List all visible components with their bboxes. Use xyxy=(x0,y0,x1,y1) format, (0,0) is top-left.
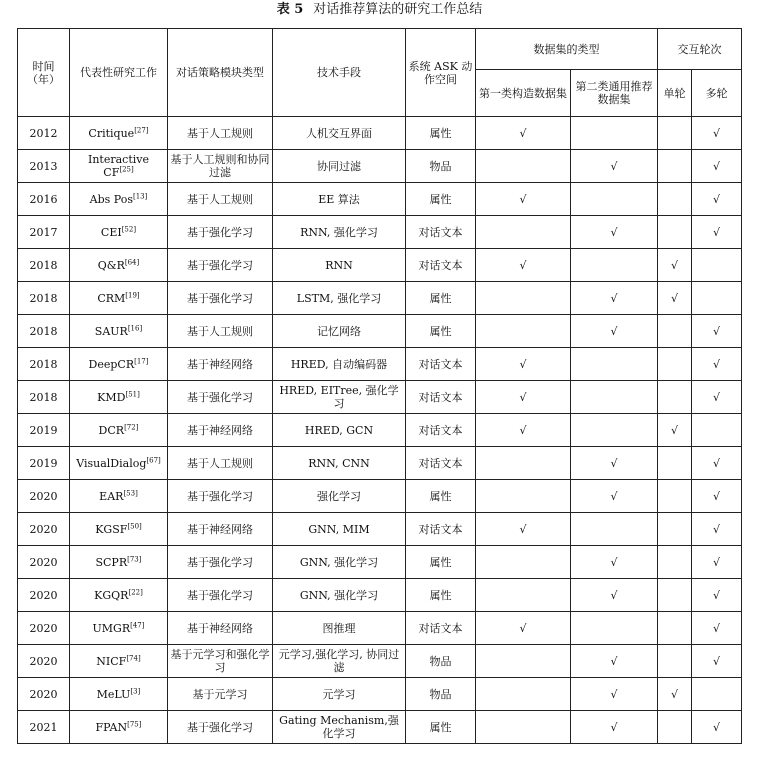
work-name: FPAN xyxy=(95,720,128,734)
cell-year: 2012 xyxy=(18,117,70,150)
cell-single xyxy=(658,711,692,744)
work-name: MeLU xyxy=(96,687,131,701)
cell-single xyxy=(658,381,692,414)
cell-single xyxy=(658,414,692,447)
work-ref: [52] xyxy=(121,224,137,233)
cell-year: 2020 xyxy=(18,612,70,645)
cell-tech: 强化学习 xyxy=(273,480,406,513)
work-ref: [25] xyxy=(119,165,134,174)
check-mark: √ xyxy=(712,159,720,173)
cell-dataset-2 xyxy=(571,249,658,282)
cell-module: 基于强化学习 xyxy=(168,546,273,579)
cell-ask: 属性 xyxy=(406,579,476,612)
table-row xyxy=(18,216,742,249)
cell-work xyxy=(70,249,168,282)
header-year: 时间（年） xyxy=(18,29,70,117)
cell-ask: 物品 xyxy=(406,150,476,183)
check-mark: √ xyxy=(610,456,618,470)
table-row xyxy=(18,678,742,711)
work-ref: [53] xyxy=(123,488,138,497)
cell-year: 2021 xyxy=(18,711,70,744)
table-row xyxy=(18,183,742,216)
cell-module: 基于元学习和强化学习 xyxy=(168,645,273,678)
cell-dataset-1 xyxy=(476,546,571,579)
cell-ask: 对话文本 xyxy=(406,414,476,447)
cell-dataset-1 xyxy=(476,183,571,216)
cell-year: 2020 xyxy=(18,645,70,678)
cell-single xyxy=(658,645,692,678)
cell-module: 基于神经网络 xyxy=(168,612,273,645)
header-multi: 多轮 xyxy=(692,70,742,117)
table-row xyxy=(18,348,742,381)
cell-module: 基于强化学习 xyxy=(168,579,273,612)
cell-work xyxy=(70,480,168,513)
cell-ask: 属性 xyxy=(406,480,476,513)
work-name: DeepCR xyxy=(88,357,135,371)
cell-single xyxy=(658,315,692,348)
cell-tech: EE 算法 xyxy=(273,183,406,216)
check-mark: √ xyxy=(670,291,678,305)
cell-dataset-1 xyxy=(476,645,571,678)
work-name: SCPR xyxy=(95,555,128,569)
cell-year: 2019 xyxy=(18,414,70,447)
check-mark: √ xyxy=(610,324,618,338)
cell-tech: 元学习 xyxy=(273,678,406,711)
cell-module: 基于强化学习 xyxy=(168,249,273,282)
cell-module: 基于神经网络 xyxy=(168,414,273,447)
cell-dataset-2 xyxy=(571,183,658,216)
cell-multi xyxy=(692,348,742,381)
cell-multi xyxy=(692,216,742,249)
check-mark: √ xyxy=(670,423,678,437)
check-mark: √ xyxy=(712,456,720,470)
check-mark: √ xyxy=(670,687,678,701)
check-mark: √ xyxy=(712,654,720,668)
cell-work xyxy=(70,678,168,711)
cell-tech: RNN, CNN xyxy=(273,447,406,480)
summary-table xyxy=(17,28,742,744)
cell-dataset-2 xyxy=(571,678,658,711)
check-mark: √ xyxy=(712,390,720,404)
cell-work xyxy=(70,216,168,249)
cell-multi xyxy=(692,315,742,348)
work-name: KMD xyxy=(97,390,126,404)
check-mark: √ xyxy=(610,687,618,701)
cell-work xyxy=(70,612,168,645)
cell-single xyxy=(658,513,692,546)
cell-dataset-2 xyxy=(571,348,658,381)
cell-multi xyxy=(692,282,742,315)
cell-year: 2020 xyxy=(18,513,70,546)
cell-year: 2013 xyxy=(18,150,70,183)
table-row xyxy=(18,447,742,480)
check-mark: √ xyxy=(670,258,678,272)
table-row xyxy=(18,513,742,546)
table-body xyxy=(18,117,742,744)
cell-single xyxy=(658,117,692,150)
check-mark: √ xyxy=(519,390,527,404)
cell-ask: 对话文本 xyxy=(406,447,476,480)
table-caption xyxy=(0,2,759,18)
check-mark: √ xyxy=(610,588,618,602)
cell-module: 基于神经网络 xyxy=(168,513,273,546)
cell-year: 2018 xyxy=(18,282,70,315)
work-ref: [75] xyxy=(127,719,142,728)
header-module: 对话策略模块类型 xyxy=(168,29,273,117)
work-ref: [3] xyxy=(130,686,141,695)
cell-year: 2020 xyxy=(18,579,70,612)
check-mark: √ xyxy=(610,555,618,569)
cell-tech: 元学习,强化学习, 协同过滤 xyxy=(273,645,406,678)
cell-multi xyxy=(692,645,742,678)
cell-dataset-1 xyxy=(476,282,571,315)
cell-dataset-2 xyxy=(571,645,658,678)
work-ref: [51] xyxy=(125,389,140,398)
cell-dataset-1 xyxy=(476,150,571,183)
cell-work xyxy=(70,348,168,381)
cell-ask: 对话文本 xyxy=(406,249,476,282)
check-mark: √ xyxy=(519,126,527,140)
table-row xyxy=(18,711,742,744)
table-row xyxy=(18,315,742,348)
check-mark: √ xyxy=(519,192,527,206)
work-name: Q&R xyxy=(97,258,125,272)
cell-tech: LSTM, 强化学习 xyxy=(273,282,406,315)
header-rounds-group: 交互轮次 xyxy=(658,29,742,70)
cell-dataset-2 xyxy=(571,282,658,315)
check-mark: √ xyxy=(712,192,720,206)
cell-year: 2018 xyxy=(18,249,70,282)
cell-multi xyxy=(692,513,742,546)
check-mark: √ xyxy=(712,225,720,239)
cell-ask: 对话文本 xyxy=(406,216,476,249)
cell-year: 2019 xyxy=(18,447,70,480)
table-row xyxy=(18,414,742,447)
cell-multi xyxy=(692,711,742,744)
work-name: Critique xyxy=(88,126,135,140)
cell-ask: 对话文本 xyxy=(406,513,476,546)
work-ref: [50] xyxy=(127,521,142,530)
header-row xyxy=(18,29,742,70)
cell-dataset-1 xyxy=(476,678,571,711)
cell-work xyxy=(70,117,168,150)
cell-ask: 属性 xyxy=(406,315,476,348)
table-row xyxy=(18,612,742,645)
cell-dataset-1 xyxy=(476,414,571,447)
cell-module: 基于人工规则和协同过滤 xyxy=(168,150,273,183)
cell-ask: 属性 xyxy=(406,117,476,150)
cell-dataset-2 xyxy=(571,546,658,579)
cell-dataset-2 xyxy=(571,579,658,612)
work-name: KGQR xyxy=(94,588,129,602)
cell-work xyxy=(70,282,168,315)
cell-module: 基于强化学习 xyxy=(168,480,273,513)
work-name: EAR xyxy=(99,489,124,503)
cell-tech: GNN, 强化学习 xyxy=(273,579,406,612)
cell-work xyxy=(70,447,168,480)
check-mark: √ xyxy=(712,489,720,503)
cell-module: 基于元学习 xyxy=(168,678,273,711)
cell-work xyxy=(70,546,168,579)
cell-dataset-2 xyxy=(571,480,658,513)
cell-dataset-2 xyxy=(571,513,658,546)
cell-year: 2018 xyxy=(18,348,70,381)
cell-tech: 人机交互界面 xyxy=(273,117,406,150)
table-row xyxy=(18,546,742,579)
cell-multi xyxy=(692,183,742,216)
cell-tech: Gating Mechanism,强化学习 xyxy=(273,711,406,744)
cell-year: 2016 xyxy=(18,183,70,216)
table-row xyxy=(18,381,742,414)
cell-single xyxy=(658,612,692,645)
table-row xyxy=(18,150,742,183)
cell-work xyxy=(70,711,168,744)
header-work: 代表性研究工作 xyxy=(70,29,168,117)
check-mark: √ xyxy=(519,423,527,437)
cell-module: 基于强化学习 xyxy=(168,282,273,315)
cell-multi xyxy=(692,612,742,645)
cell-work xyxy=(70,381,168,414)
cell-single xyxy=(658,282,692,315)
cell-year: 2018 xyxy=(18,315,70,348)
header-dataset-1: 第一类构造数据集 xyxy=(476,70,571,117)
cell-multi xyxy=(692,579,742,612)
cell-module: 基于神经网络 xyxy=(168,348,273,381)
cell-single xyxy=(658,579,692,612)
cell-dataset-2 xyxy=(571,315,658,348)
cell-ask: 对话文本 xyxy=(406,612,476,645)
cell-module: 基于人工规则 xyxy=(168,117,273,150)
table-row xyxy=(18,249,742,282)
check-mark: √ xyxy=(712,720,720,734)
cell-tech: RNN xyxy=(273,249,406,282)
cell-multi xyxy=(692,414,742,447)
cell-ask: 属性 xyxy=(406,711,476,744)
work-name: VisualDialog xyxy=(76,456,147,470)
cell-tech: GNN, 强化学习 xyxy=(273,546,406,579)
check-mark: √ xyxy=(519,522,527,536)
cell-multi xyxy=(692,480,742,513)
cell-ask: 属性 xyxy=(406,546,476,579)
check-mark: √ xyxy=(610,654,618,668)
cell-work xyxy=(70,150,168,183)
table-row xyxy=(18,282,742,315)
check-mark: √ xyxy=(712,126,720,140)
work-name: KGSF xyxy=(95,522,128,536)
cell-module: 基于人工规则 xyxy=(168,447,273,480)
cell-single xyxy=(658,150,692,183)
cell-dataset-1 xyxy=(476,249,571,282)
cell-single xyxy=(658,546,692,579)
cell-module: 基于强化学习 xyxy=(168,216,273,249)
cell-dataset-1 xyxy=(476,315,571,348)
table-row xyxy=(18,117,742,150)
work-ref: [22] xyxy=(128,587,143,596)
work-name: DCR xyxy=(98,423,125,437)
cell-dataset-2 xyxy=(571,381,658,414)
cell-dataset-1 xyxy=(476,447,571,480)
cell-single xyxy=(658,447,692,480)
cell-tech: HRED, 自动编码器 xyxy=(273,348,406,381)
cell-multi xyxy=(692,381,742,414)
cell-single xyxy=(658,348,692,381)
work-ref: [19] xyxy=(125,290,140,299)
cell-work xyxy=(70,513,168,546)
cell-work xyxy=(70,579,168,612)
header-tech: 技术手段 xyxy=(273,29,406,117)
cell-dataset-1 xyxy=(476,381,571,414)
cell-single xyxy=(658,249,692,282)
cell-ask: 属性 xyxy=(406,183,476,216)
cell-multi xyxy=(692,447,742,480)
check-mark: √ xyxy=(610,225,618,239)
cell-module: 基于强化学习 xyxy=(168,381,273,414)
cell-ask: 物品 xyxy=(406,645,476,678)
work-name: Interactive CF xyxy=(88,153,149,179)
cell-dataset-1 xyxy=(476,579,571,612)
cell-dataset-2 xyxy=(571,711,658,744)
cell-tech: 记忆网络 xyxy=(273,315,406,348)
header-dataset-2: 第二类通用推荐数据集 xyxy=(571,70,658,117)
cell-work xyxy=(70,414,168,447)
work-name: NICF xyxy=(96,654,127,668)
cell-year: 2020 xyxy=(18,678,70,711)
cell-single xyxy=(658,480,692,513)
cell-dataset-1 xyxy=(476,117,571,150)
cell-work xyxy=(70,645,168,678)
caption-title: 对话推荐算法的研究工作总结 xyxy=(313,2,483,17)
table-row xyxy=(18,645,742,678)
cell-year: 2020 xyxy=(18,480,70,513)
cell-multi xyxy=(692,678,742,711)
cell-tech: GNN, MIM xyxy=(273,513,406,546)
cell-dataset-1 xyxy=(476,216,571,249)
check-mark: √ xyxy=(610,291,618,305)
cell-year: 2018 xyxy=(18,381,70,414)
table-row xyxy=(18,480,742,513)
cell-year: 2017 xyxy=(18,216,70,249)
cell-dataset-2 xyxy=(571,216,658,249)
cell-multi xyxy=(692,546,742,579)
cell-dataset-2 xyxy=(571,447,658,480)
work-ref: [17] xyxy=(134,356,149,365)
check-mark: √ xyxy=(519,258,527,272)
cell-ask: 对话文本 xyxy=(406,381,476,414)
header-ask: 系统 ASK 动作空间 xyxy=(406,29,476,117)
work-ref: [74] xyxy=(126,653,141,662)
cell-dataset-1 xyxy=(476,711,571,744)
work-ref: [27] xyxy=(134,125,149,134)
header-single: 单轮 xyxy=(658,70,692,117)
work-name: CEI xyxy=(100,225,122,239)
header-dataset-group: 数据集的类型 xyxy=(476,29,658,70)
work-ref: [16] xyxy=(127,323,143,332)
cell-tech: RNN, 强化学习 xyxy=(273,216,406,249)
work-ref: [47] xyxy=(130,620,145,629)
cell-single xyxy=(658,183,692,216)
work-ref: [64] xyxy=(124,257,140,266)
check-mark: √ xyxy=(712,621,720,635)
cell-multi xyxy=(692,249,742,282)
cell-dataset-1 xyxy=(476,480,571,513)
cell-ask: 对话文本 xyxy=(406,348,476,381)
cell-tech: HRED, EITree, 强化学习 xyxy=(273,381,406,414)
cell-dataset-2 xyxy=(571,150,658,183)
check-mark: √ xyxy=(712,357,720,371)
work-name: CRM xyxy=(97,291,126,305)
cell-tech: 协同过滤 xyxy=(273,150,406,183)
cell-dataset-2 xyxy=(571,414,658,447)
check-mark: √ xyxy=(712,324,720,338)
cell-module: 基于强化学习 xyxy=(168,711,273,744)
check-mark: √ xyxy=(712,555,720,569)
cell-single xyxy=(658,216,692,249)
check-mark: √ xyxy=(610,159,618,173)
caption-number: 表 5 xyxy=(276,2,304,17)
cell-dataset-1 xyxy=(476,612,571,645)
work-name: UMGR xyxy=(92,621,131,635)
cell-work xyxy=(70,315,168,348)
table-row xyxy=(18,579,742,612)
check-mark: √ xyxy=(610,489,618,503)
check-mark: √ xyxy=(519,621,527,635)
cell-single xyxy=(658,678,692,711)
cell-multi xyxy=(692,150,742,183)
cell-dataset-2 xyxy=(571,117,658,150)
cell-tech: HRED, GCN xyxy=(273,414,406,447)
cell-ask: 属性 xyxy=(406,282,476,315)
cell-dataset-1 xyxy=(476,513,571,546)
work-name: Abs Pos xyxy=(89,192,133,206)
cell-year: 2020 xyxy=(18,546,70,579)
cell-module: 基于人工规则 xyxy=(168,315,273,348)
cell-multi xyxy=(692,117,742,150)
cell-ask: 物品 xyxy=(406,678,476,711)
check-mark: √ xyxy=(610,720,618,734)
cell-tech: 图推理 xyxy=(273,612,406,645)
check-mark: √ xyxy=(519,357,527,371)
work-ref: [73] xyxy=(127,554,142,563)
check-mark: √ xyxy=(712,522,720,536)
work-ref: [67] xyxy=(146,455,161,464)
work-name: SAUR xyxy=(94,324,128,338)
work-ref: [13] xyxy=(132,191,148,200)
cell-work xyxy=(70,183,168,216)
cell-dataset-1 xyxy=(476,348,571,381)
check-mark: √ xyxy=(712,588,720,602)
cell-module: 基于人工规则 xyxy=(168,183,273,216)
cell-dataset-2 xyxy=(571,612,658,645)
work-ref: [72] xyxy=(124,422,139,431)
